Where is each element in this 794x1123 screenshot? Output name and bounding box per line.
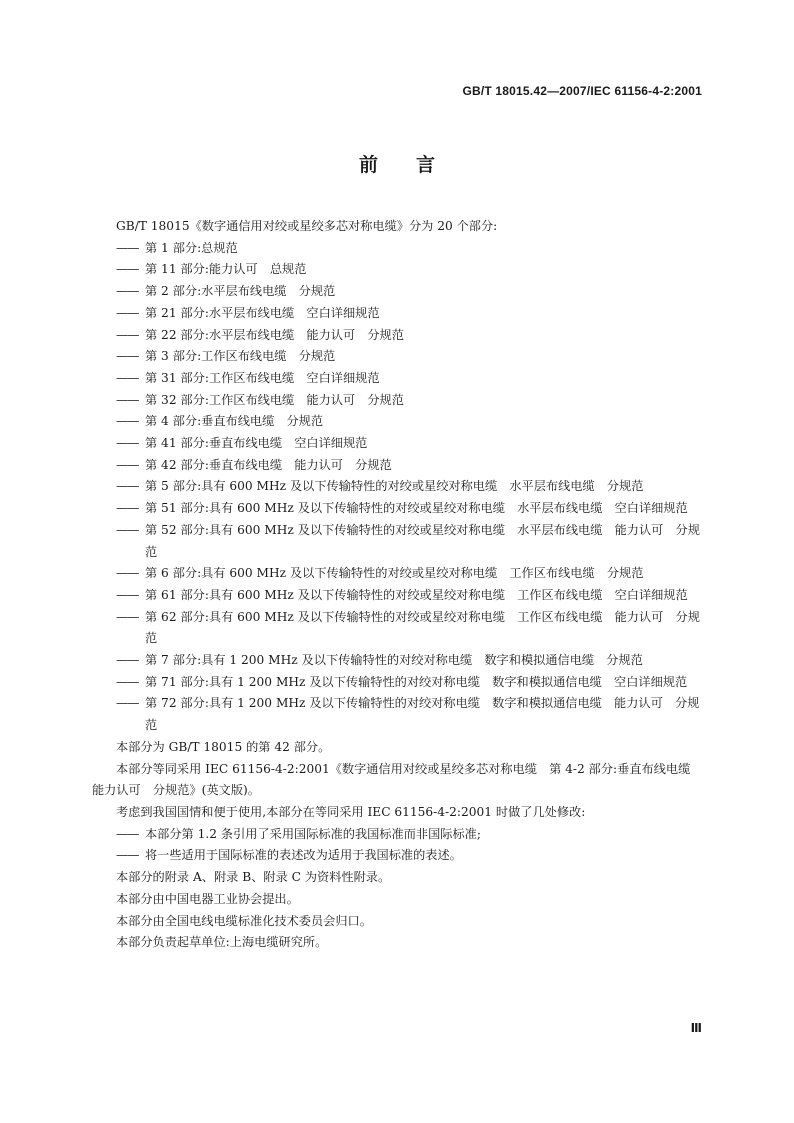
list-item-text: 第 32 部分:工作区布线电缆 能力认可 分规范 [145, 392, 404, 407]
list-item [116, 281, 704, 303]
drafting-unit-paragraph: 本部分负责起草单位:上海电缆研究所。 [116, 935, 328, 950]
list-item-text: 第 31 部分:工作区布线电缆 空白详细规范 [145, 370, 380, 385]
list-item [116, 672, 704, 694]
dash-marker: —— [116, 848, 139, 863]
list-item-text: 第 1 部分:总规范 [145, 240, 238, 255]
list-item [116, 390, 704, 412]
list-item-text: 第 62 部分:具有 600 MHz 及以下传输特性的对绞或星绞对称电缆 工作区布线电缆 能力认可 分规范 [145, 609, 700, 646]
list-item-text: 第 2 部分:水平层布线电缆 分规范 [145, 284, 336, 299]
list-item-text: 第 5 部分:具有 600 MHz 及以下传输特性的对绞或星绞对称电缆 水平层布线电缆 分规范 [145, 479, 644, 494]
list-item [116, 325, 704, 347]
list-item [116, 607, 704, 650]
list-item-text: 第 61 部分:具有 600 MHz 及以下传输特性的对绞或星绞对称电缆 工作区布线电缆 空白详细规范 [145, 587, 688, 602]
list-item [116, 259, 704, 281]
proposer-paragraph: 本部分由中国电器工业协会提出。 [116, 891, 299, 906]
list-item-text: 第 6 部分:具有 600 MHz 及以下传输特性的对绞或星绞对称电缆 工作区布线电缆 分规范 [145, 566, 644, 581]
list-item [116, 845, 704, 867]
list-item [116, 433, 704, 455]
list-item-text: 第 4 部分:垂直布线电缆 分规范 [145, 414, 324, 429]
dash-marker: —— [116, 501, 139, 516]
list-item [116, 498, 704, 520]
list-item [116, 303, 704, 325]
list-item [116, 824, 704, 846]
list-item [116, 693, 704, 736]
part-number-paragraph: 本部分为 GB/T 18015 的第 42 部分。 [116, 739, 331, 754]
list-item-text: 第 71 部分:具有 1 200 MHz 及以下传输特性的对绞对称电缆 数字和模拟通信电缆 空白详细规范 [145, 674, 688, 689]
committee-paragraph: 本部分由全国电线电缆标准化技术委员会归口。 [116, 913, 372, 928]
list-item [116, 455, 704, 477]
dash-marker: —— [116, 240, 139, 255]
list-item [116, 650, 704, 672]
list-item [116, 476, 704, 498]
modifications-list [92, 824, 704, 867]
standard-code-header: GB/T 18015.42—2007/IEC 61156-4-2:2001 [462, 84, 702, 98]
list-item-text: 第 3 部分:工作区布线电缆 分规范 [145, 349, 336, 364]
modifications-intro-paragraph: 考虑到我国国情和便于使用,本部分在等同采用 IEC 61156-4-2:2001 时做了几处修改: [116, 804, 586, 819]
list-item [116, 520, 704, 563]
page-number: Ⅲ [690, 1021, 702, 1035]
dash-marker: —— [116, 349, 139, 364]
list-item-text: 将一些适用于国际标准的表述改为适用于我国标准的表述。 [145, 848, 462, 863]
parts-list [92, 238, 704, 737]
list-item-text: 第 42 部分:垂直布线电缆 能力认可 分规范 [145, 457, 392, 472]
intro-paragraph: GB/T 18015《数字通信用对绞或星绞多芯对称电缆》分为 20 个部分: [116, 219, 498, 233]
dash-marker: —— [116, 327, 139, 342]
dash-marker: —— [116, 262, 139, 277]
appendix-paragraph: 本部分的附录 A、附录 B、附录 C 为资料性附录。 [116, 870, 391, 885]
dash-marker: —— [116, 566, 139, 581]
list-item-text: 第 41 部分:垂直布线电缆 空白详细规范 [145, 436, 368, 451]
list-item [116, 346, 704, 368]
dash-marker: —— [116, 653, 139, 668]
adoption-paragraph: 本部分等同采用 IEC 61156-4-2:2001《数字通信用对绞或星绞多芯对称电缆 第 4-2 部分:垂直布线电缆 能力认可 分规范》(英文版)。 [92, 761, 703, 798]
list-item-text: 第 52 部分:具有 600 MHz 及以下传输特性的对绞或星绞对称电缆 水平层布线电缆 能力认可 分规范 [145, 522, 700, 559]
dash-marker: —— [116, 696, 139, 711]
dash-marker: —— [116, 587, 139, 602]
list-item-text: 第 7 部分:具有 1 200 MHz 及以下传输特性的对绞对称电缆 数字和模拟通信电缆 分规范 [145, 653, 643, 668]
dash-marker: —— [116, 370, 139, 385]
list-item-text: 第 51 部分:具有 600 MHz 及以下传输特性的对绞或星绞对称电缆 水平层布线电缆 空白详细规范 [145, 501, 688, 516]
list-item-text: 第 72 部分:具有 1 200 MHz 及以下传输特性的对绞对称电缆 数字和模拟通信电缆 能力认可 分规范 [145, 696, 700, 733]
dash-marker: —— [116, 522, 139, 537]
preface-content [92, 216, 704, 954]
dash-marker: —— [116, 674, 139, 689]
list-item [116, 585, 704, 607]
list-item-text: 本部分第 1.2 条引用了采用国际标准的我国标准而非国际标准; [145, 826, 481, 841]
dash-marker: —— [116, 436, 139, 451]
list-item [116, 238, 704, 260]
list-item-text: 第 21 部分:水平层布线电缆 空白详细规范 [145, 305, 380, 320]
dash-marker: —— [116, 457, 139, 472]
list-item-text: 第 11 部分:能力认可 总规范 [145, 262, 307, 277]
list-item [116, 563, 704, 585]
dash-marker: —— [116, 392, 139, 407]
dash-marker: —— [116, 609, 139, 624]
dash-marker: —— [116, 826, 139, 841]
list-item [116, 368, 704, 390]
list-item [116, 411, 704, 433]
dash-marker: —— [116, 284, 139, 299]
dash-marker: —— [116, 479, 139, 494]
list-item-text: 第 22 部分:水平层布线电缆 能力认可 分规范 [145, 327, 404, 342]
page-title: 前言 [358, 154, 473, 176]
dash-marker: —— [116, 305, 139, 320]
dash-marker: —— [116, 414, 139, 429]
